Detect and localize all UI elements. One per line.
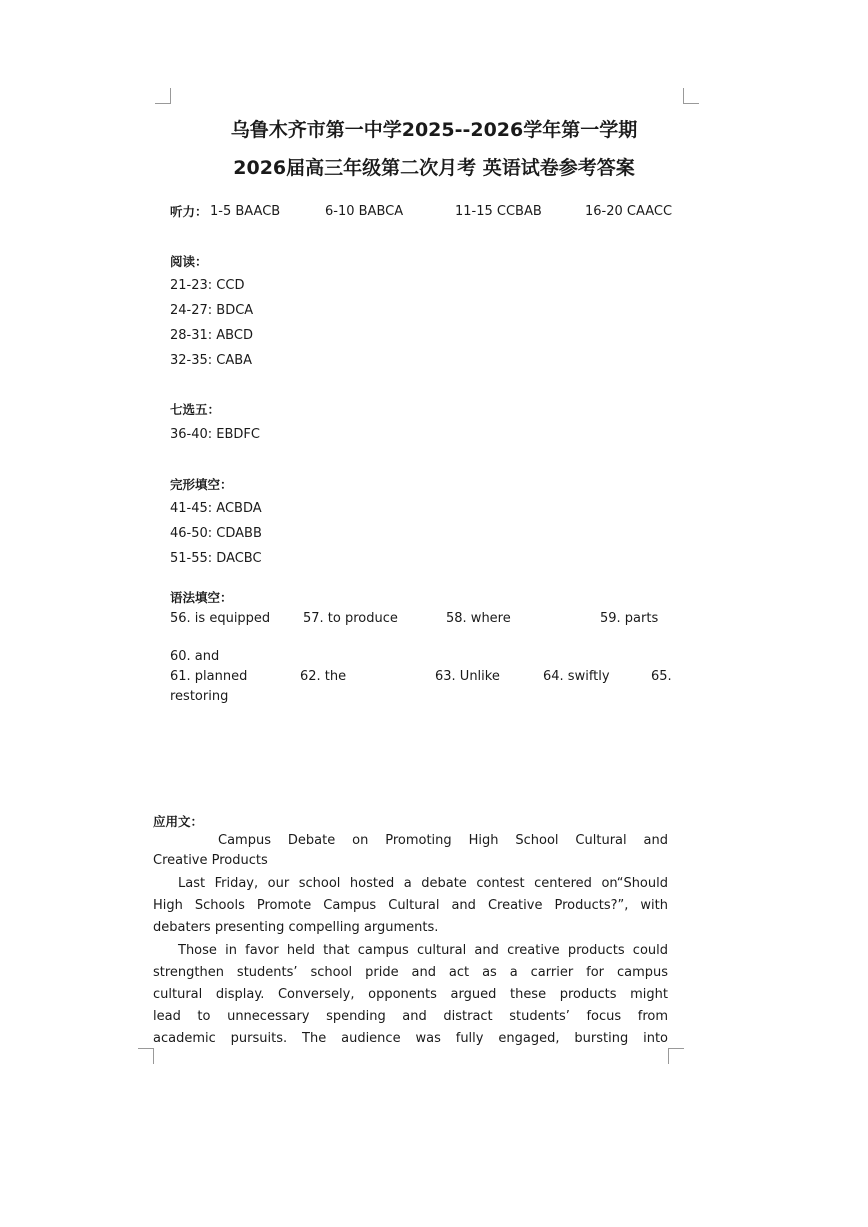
grammar-item: 62. the: [300, 669, 347, 684]
cloze-label: 完形填空：: [170, 477, 233, 492]
reading-row: 24-27: BDCA: [170, 303, 254, 318]
listening-label: 听力：: [170, 204, 208, 219]
essay-line: academic pursuits. The audience was fully engaged, bursting into: [153, 1031, 668, 1046]
essay-title-line: Campus Debate on Promoting High School Cultural and: [218, 833, 668, 848]
essay-line: strengthen students’ school pride and act as a carrier for campus: [153, 965, 668, 980]
grammar-item: 58. where: [446, 611, 511, 626]
essay-line: lead to unnecessary spending and distract students’ focus from: [153, 1009, 668, 1024]
grammar-item: 64. swiftly: [543, 669, 610, 684]
essay-line: Last Friday, our school hosted a debate contest centered on“Should: [178, 876, 668, 891]
cloze-row: 41-45: ACBDA: [170, 501, 262, 516]
essay-title-line: Creative Products: [153, 853, 268, 868]
seven-five-row: 36-40: EBDFC: [170, 427, 260, 442]
document-title-line2: 2026届高三年级第二次月考 英语试卷参考答案: [233, 157, 635, 179]
grammar-item: restoring: [170, 689, 229, 704]
corner-mark-top-left: [155, 88, 171, 104]
corner-mark-bottom-left: [138, 1048, 154, 1064]
reading-label: 阅读：: [170, 254, 208, 269]
grammar-item: 65.: [651, 669, 672, 684]
listening-answers-4: 16-20 CAACC: [585, 204, 673, 219]
grammar-item: 59. parts: [600, 611, 659, 626]
writing-label: 应用文：: [153, 814, 204, 829]
grammar-item: 57. to produce: [303, 611, 398, 626]
listening-answers-3: 11-15 CCBAB: [455, 204, 542, 219]
cloze-row: 51-55: DACBC: [170, 551, 262, 566]
cloze-row: 46-50: CDABB: [170, 526, 262, 541]
essay-line: debaters presenting compelling arguments.: [153, 920, 439, 935]
grammar-item: 63. Unlike: [435, 669, 500, 684]
reading-row: 28-31: ABCD: [170, 328, 253, 343]
document-title-line1: 乌鲁木齐市第一中学2025--2026学年第一学期: [230, 119, 638, 141]
corner-mark-bottom-right: [668, 1048, 684, 1064]
grammar-item: 60. and: [170, 649, 220, 664]
essay-line: High Schools Promote Campus Cultural and Creative Products?”, with: [153, 898, 668, 913]
listening-answers-1: 1-5 BAACB: [210, 204, 281, 219]
grammar-item: 56. is equipped: [170, 611, 271, 626]
grammar-label: 语法填空：: [170, 590, 233, 605]
reading-row: 21-23: CCD: [170, 278, 245, 293]
reading-row: 32-35: CABA: [170, 353, 253, 368]
essay-line: Those in favor held that campus cultural and creative products could: [178, 943, 668, 958]
grammar-item: 61. planned: [170, 669, 248, 684]
essay-line: cultural display. Conversely, opponents argued these products might: [153, 987, 668, 1002]
listening-answers-2: 6-10 BABCA: [325, 204, 404, 219]
seven-five-label: 七选五：: [170, 402, 221, 417]
corner-mark-top-right: [683, 88, 699, 104]
